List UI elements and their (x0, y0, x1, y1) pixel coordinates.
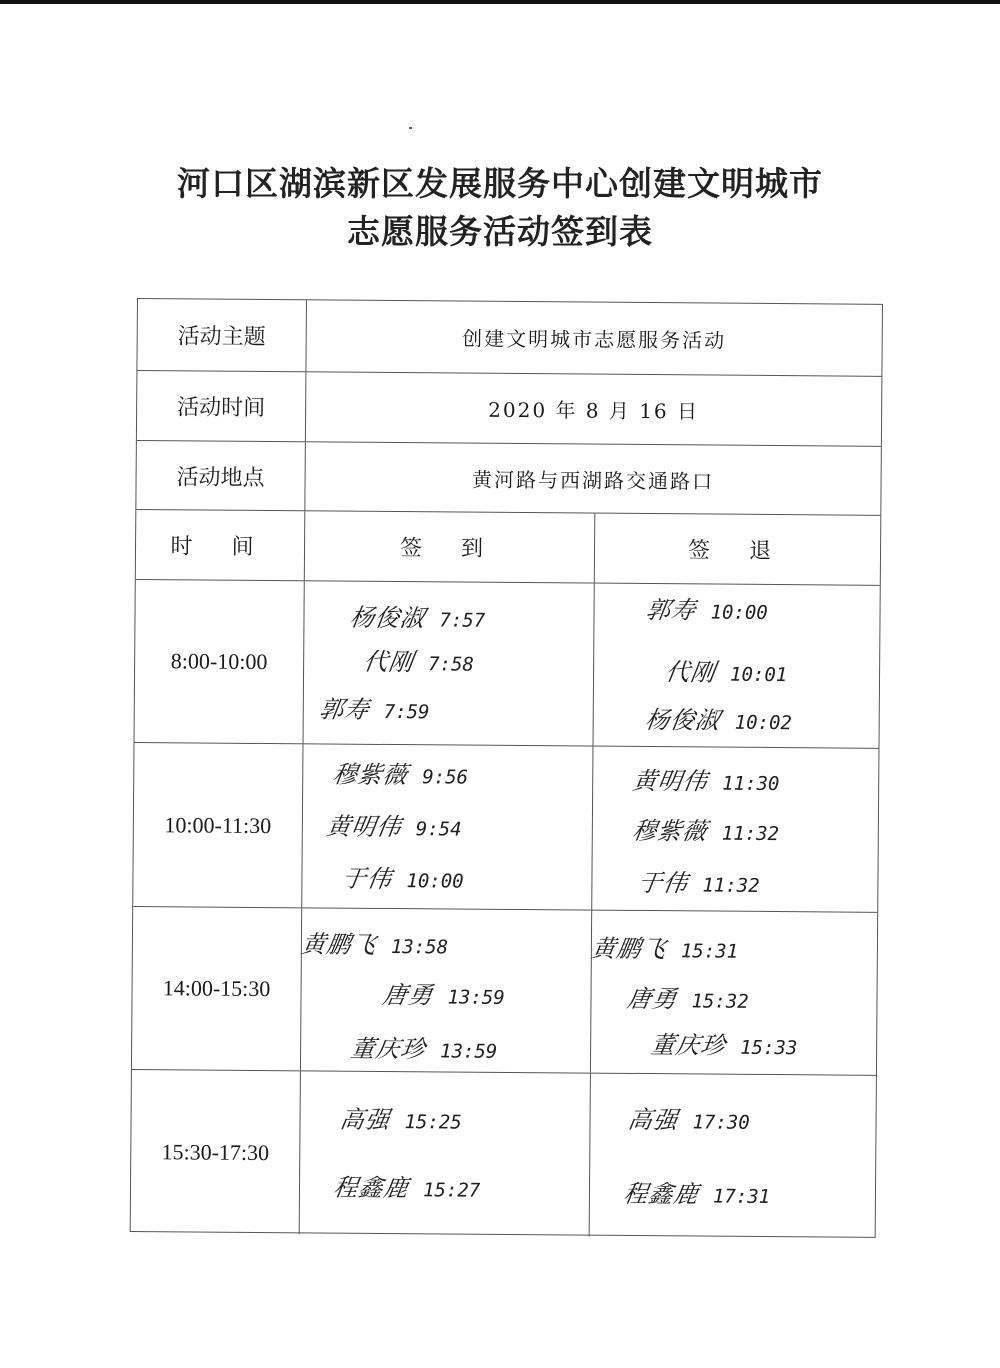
signature-name: 代刚 (361, 647, 416, 677)
signature-name: 董庆珍 (348, 1034, 428, 1064)
row-place (136, 441, 881, 516)
slot-time: 8:00-10:00 (135, 580, 305, 743)
signature-time: 13:59 (440, 1040, 498, 1063)
title-line-1: 河口区湖滨新区发展服务中心创建文明城市 (177, 164, 823, 203)
signature-entry (646, 590, 767, 626)
slot-time: 10:00-11:30 (133, 743, 303, 907)
signature-entry (630, 761, 780, 797)
sign-out-cell (593, 584, 879, 748)
signature-name: 唐勇 (381, 980, 436, 1010)
signature-name: 代刚 (663, 658, 718, 687)
sign-in-cell (300, 1071, 591, 1236)
title-line-2: 志愿服务活动签到表 (347, 212, 653, 251)
signature-time: 15:31 (680, 940, 739, 963)
signature-entry (630, 811, 780, 847)
sign-in-cell (301, 908, 592, 1072)
signature-entry (648, 1025, 798, 1061)
signature-entry (342, 859, 463, 895)
signature-time: 9:56 (422, 766, 469, 789)
signature-time: 10:00 (406, 870, 464, 893)
slot-time: 15:30-17:30 (131, 1070, 301, 1234)
scan-edge (0, 0, 1000, 4)
sign-in-table (130, 298, 883, 1238)
sign-in-cell (302, 744, 593, 909)
theme-label: 活动主题 (137, 299, 307, 371)
signature-time: 11:32 (721, 822, 780, 846)
slot-time: 14:00-15:30 (132, 907, 302, 1070)
signature-time: 15:32 (691, 990, 749, 1013)
place-label: 活动地点 (136, 441, 306, 510)
slot-row (131, 1070, 876, 1239)
signature-entry (330, 755, 469, 791)
signature-time: 7:59 (383, 700, 430, 724)
signature-time: 9:54 (415, 818, 462, 841)
signature-name: 于伟 (340, 864, 395, 894)
signature-name: 唐勇 (625, 984, 680, 1014)
sign-out-cell (591, 911, 877, 1075)
signature-entry (621, 1174, 771, 1210)
signature-entry (348, 1029, 498, 1065)
time-label: 活动时间 (137, 371, 307, 441)
header-sign-in: 签 到 (305, 511, 596, 582)
signature-time: 10:01 (729, 663, 788, 687)
signature-name: 于伟 (635, 868, 691, 898)
signature-time: 11:32 (702, 874, 760, 897)
signature-entry (299, 924, 449, 960)
sign-in-cell (304, 581, 595, 745)
sign-out-cell (590, 1074, 876, 1239)
signature-entry (589, 929, 739, 965)
signature-entry (317, 689, 430, 725)
scan-speck (409, 127, 412, 129)
document-title (0, 160, 1000, 256)
signature-name: 程鑫鹿 (331, 1173, 411, 1203)
theme-value: 创建文明城市志愿服务活动 (462, 326, 727, 353)
signature-time: 7:57 (439, 609, 486, 632)
row-theme (137, 299, 882, 377)
signature-time: 15:27 (422, 1179, 481, 1202)
header-time: 时 间 (136, 510, 306, 580)
signature-entry (383, 975, 504, 1011)
signature-entry (628, 1100, 749, 1136)
signature-time: 13:59 (447, 986, 505, 1009)
signature-name: 高强 (338, 1105, 393, 1134)
signature-name: 董庆珍 (648, 1031, 728, 1060)
signature-name: 黄鹏飞 (299, 930, 379, 959)
signature-entry (324, 807, 462, 843)
signature-name: 高强 (626, 1105, 681, 1135)
row-header (136, 510, 881, 586)
signature-time: 7:58 (428, 653, 474, 676)
signature-name: 穆紫薇 (330, 760, 410, 790)
header-sign-out: 签 退 (687, 538, 788, 565)
signature-name: 杨俊淑 (348, 603, 428, 633)
sign-out-cell (592, 747, 878, 912)
signature-time: 10:02 (734, 711, 792, 735)
signature-entry (350, 598, 485, 634)
signature-entry (635, 863, 760, 899)
signature-name: 杨俊淑 (643, 706, 723, 735)
signature-entry (663, 652, 788, 688)
signature-name: 穆紫薇 (630, 816, 710, 846)
signature-entry (627, 979, 748, 1015)
signature-time: 11:30 (722, 772, 780, 796)
signature-name: 黄明伟 (630, 766, 710, 796)
signature-entry (331, 1168, 481, 1204)
signature-time: 15:25 (404, 1111, 462, 1134)
signature-time: 15:33 (740, 1036, 798, 1060)
slot-row (133, 743, 878, 913)
signature-name: 程鑫鹿 (621, 1179, 701, 1209)
place-value: 黄河路与西湖路交通路口 (471, 467, 715, 494)
signature-time: 17:30 (692, 1111, 750, 1134)
time-value: 2020 年 8 月 16 日 (488, 397, 700, 424)
signature-time: 17:31 (712, 1185, 771, 1209)
slot-row (132, 907, 877, 1076)
signature-name: 郭寿 (317, 695, 372, 724)
signature-time: 10:00 (710, 601, 768, 624)
signature-entry (361, 642, 474, 678)
slot-row (135, 580, 880, 749)
signature-name: 郭寿 (644, 596, 699, 625)
signature-entry (643, 700, 792, 736)
signature-name: 黄鹏飞 (589, 934, 669, 964)
signature-time: 13:58 (390, 936, 449, 959)
signature-name: 黄明伟 (324, 812, 404, 842)
signature-entry (340, 1100, 461, 1136)
row-time (137, 371, 882, 447)
